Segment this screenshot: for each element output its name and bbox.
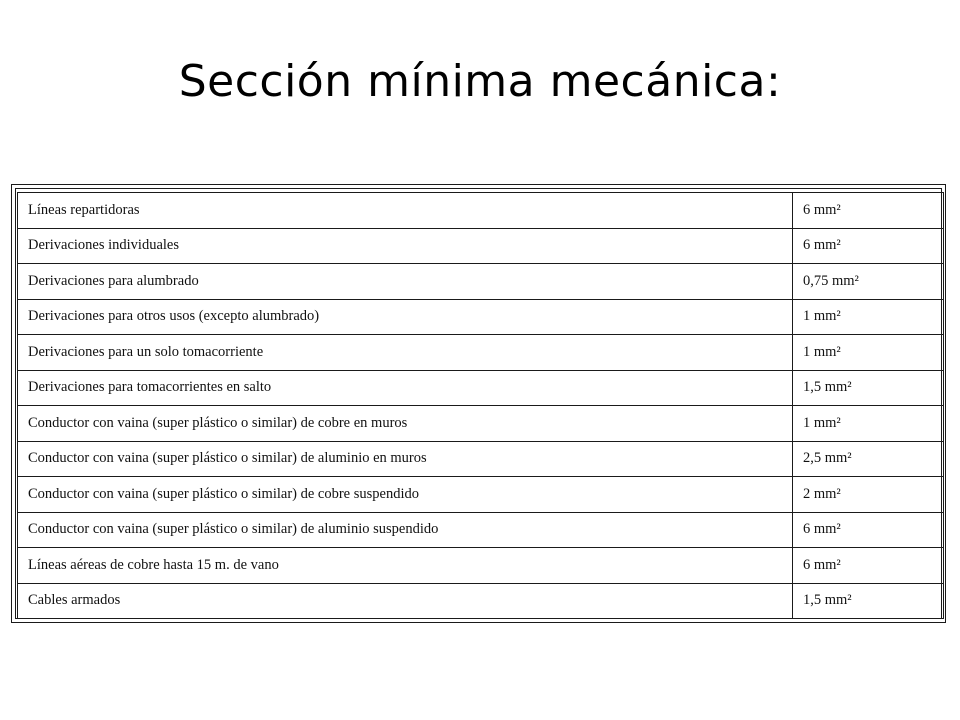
row-section: 1 mm²	[793, 406, 944, 442]
table-row	[18, 477, 944, 513]
row-section: 2,5 mm²	[793, 441, 944, 477]
table-row	[18, 228, 944, 264]
row-description: Líneas repartidoras	[18, 193, 793, 229]
row-description: Derivaciones individuales	[18, 228, 793, 264]
row-section: 6 mm²	[793, 193, 944, 229]
table-row	[18, 406, 944, 442]
row-description: Líneas aéreas de cobre hasta 15 m. de vano	[18, 548, 793, 584]
table-row	[18, 370, 944, 406]
minimum-section-table	[17, 192, 944, 619]
row-section: 6 mm²	[793, 228, 944, 264]
row-section: 2 mm²	[793, 477, 944, 513]
row-section: 1,5 mm²	[793, 370, 944, 406]
table-row	[18, 264, 944, 300]
row-description: Derivaciones para alumbrado	[18, 264, 793, 300]
page-title: Sección mínima mecánica:	[178, 56, 782, 107]
row-description: Derivaciones para tomacorrientes en salto	[18, 370, 793, 406]
row-section: 1 mm²	[793, 299, 944, 335]
row-section: 1 mm²	[793, 335, 944, 371]
row-description: Conductor con vaina (super plástico o similar) de aluminio suspendido	[18, 512, 793, 548]
table-row	[18, 299, 944, 335]
row-description: Cables armados	[18, 583, 793, 619]
row-section: 6 mm²	[793, 548, 944, 584]
table-row	[18, 548, 944, 584]
row-section: 6 mm²	[793, 512, 944, 548]
table-row	[18, 335, 944, 371]
table-row	[18, 512, 944, 548]
table-row	[18, 583, 944, 619]
row-description: Derivaciones para otros usos (excepto alumbrado)	[18, 299, 793, 335]
row-section: 0,75 mm²	[793, 264, 944, 300]
row-description: Conductor con vaina (super plástico o similar) de cobre en muros	[18, 406, 793, 442]
row-description: Derivaciones para un solo tomacorriente	[18, 335, 793, 371]
table-row	[18, 441, 944, 477]
row-description: Conductor con vaina (super plástico o similar) de cobre suspendido	[18, 477, 793, 513]
table-row	[18, 193, 944, 229]
row-description: Conductor con vaina (super plástico o similar) de aluminio en muros	[18, 441, 793, 477]
row-section: 1,5 mm²	[793, 583, 944, 619]
